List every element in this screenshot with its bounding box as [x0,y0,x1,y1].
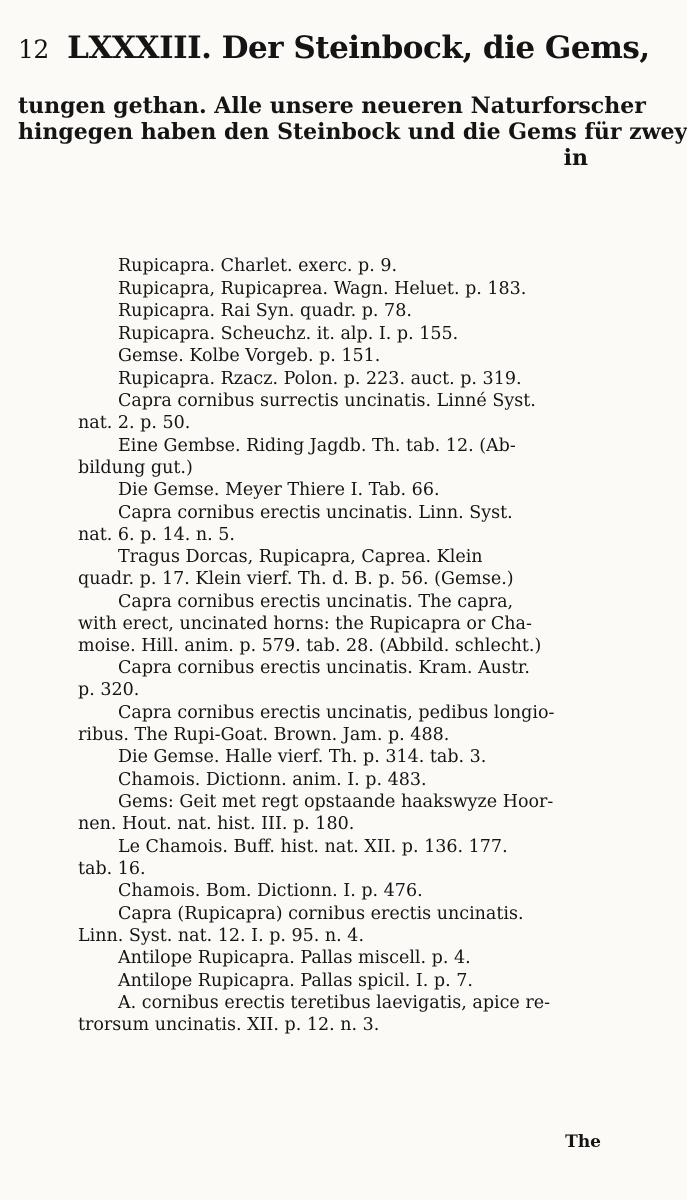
synonym-entry [78,591,600,657]
synonym-line: Rupicapra. Charlet. exerc. p. 9. [118,256,398,276]
synonym-line: nat. 2. p. 50. [78,413,191,433]
synonym-line: Gems: Geit met regt opstaande haakswyze Hoor- [118,792,554,812]
synonym-line: Tragus Dorcas, Rupicapra, Caprea. Klein [118,547,483,567]
synonym-entry [78,992,600,1036]
synonym-line: Capra cornibus surrectis uncinatis. Linné Syst. [118,391,536,411]
synonym-line: with erect, uncinated horns: the Rupicapra or Cha- [78,613,532,634]
catchword: The [565,1132,601,1152]
synonym-line: Die Gemse. Halle vierf. Th. p. 314. tab. 3. [118,747,487,767]
synonym-entry [78,657,600,701]
synonym-entry [78,323,600,345]
synonym-line: Rupicapra. Rzacz. Polon. p. 223. auct. p. 319. [118,368,522,389]
synonym-list [78,255,600,1037]
body-line: hingegen haben den Steinbock und die Gems für zwey [18,119,687,145]
synonym-line: Antilope Rupicapra. Pallas miscell. p. 4. [118,948,471,968]
synonym-entry [78,390,600,434]
synonym-entry [78,435,600,479]
synonym-line: nat. 6. p. 14. n. 5. [78,524,235,545]
synonym-entry [78,970,600,992]
synonym-entry [78,746,600,768]
synonym-entry [78,702,600,746]
synonym-entry [78,880,600,902]
synonym-entry [78,368,600,390]
synonym-entry [78,502,600,546]
synonym-line: Rupicapra, Rupicaprea. Wagn. Heluet. p. 183. [118,278,527,299]
synonym-line: bildung gut.) [78,457,193,478]
synonym-entry [78,903,600,947]
synonym-line: moise. Hill. anim. p. 579. tab. 28. (Abbild. schlecht.) [78,635,542,656]
synonym-line: trorsum uncinatis. XII. p. 12. n. 3. [78,1015,380,1035]
synonym-line: Le Chamois. Buff. hist. nat. XII. p. 136. 177. [118,836,508,857]
page-number: 12 [18,35,49,64]
synonym-line: Rupicapra. Scheuchz. it. alp. I. p. 155. [118,323,459,344]
running-header [18,30,650,66]
body-line: tungen gethan. Alle unsere neueren Naturforscher [18,93,646,119]
synonym-line: nen. Hout. nat. hist. III. p. 180. [78,814,355,834]
synonym-line: tab. 16. [78,858,146,879]
synonym-line: Linn. Syst. nat. 12. I. p. 95. n. 4. [78,925,365,946]
synonym-line: Capra cornibus erectis uncinatis. Kram. Austr. [118,658,530,678]
synonym-entry [78,947,600,969]
synonym-entry [78,479,600,501]
synonym-line: Die Gemse. Meyer Thiere I. Tab. 66. [118,480,440,500]
synonym-entry [78,769,600,791]
synonym-entry [78,546,600,590]
synonym-entry [78,255,600,277]
synonym-line: Capra cornibus erectis uncinatis, pedibus longio- [118,702,555,723]
body-line-catchword: in [563,145,588,171]
synonym-entry [78,791,600,835]
synonym-entry [78,300,600,322]
synonym-entry [78,278,600,300]
synonym-line: Antilope Rupicapra. Pallas spicil. I. p. 7. [118,970,473,991]
synonym-line: ribus. The Rupi-Goat. Brown. Jam. p. 488. [78,724,450,745]
synonym-line: Capra cornibus erectis uncinatis. Linn. Syst. [118,502,513,523]
synonym-line: Eine Gembse. Riding Jagdb. Th. tab. 12. (Ab- [118,435,516,456]
synonym-entry [78,836,600,880]
chapter-title: LXXXIII. Der Steinbock, die Gems, [67,30,650,66]
synonym-line: Capra (Rupicapra) cornibus erectis uncinatis. [118,903,524,924]
body-text [18,93,687,171]
synonym-line: Capra cornibus erectis uncinatis. The capra, [118,591,514,612]
synonym-line: Chamois. Bom. Dictionn. I. p. 476. [118,881,423,901]
synonym-line: Gemse. Kolbe Vorgeb. p. 151. [118,346,381,366]
synonym-line: p. 320. [78,680,140,700]
synonym-line: Rupicapra. Rai Syn. quadr. p. 78. [118,301,412,321]
synonym-line: Chamois. Dictionn. anim. I. p. 483. [118,769,427,790]
synonym-entry [78,345,600,367]
synonym-line: quadr. p. 17. Klein vierf. Th. d. B. p. 56. (Gemse.) [78,569,514,589]
synonym-line: A. cornibus erectis teretibus laevigatis, apice re- [118,993,550,1013]
